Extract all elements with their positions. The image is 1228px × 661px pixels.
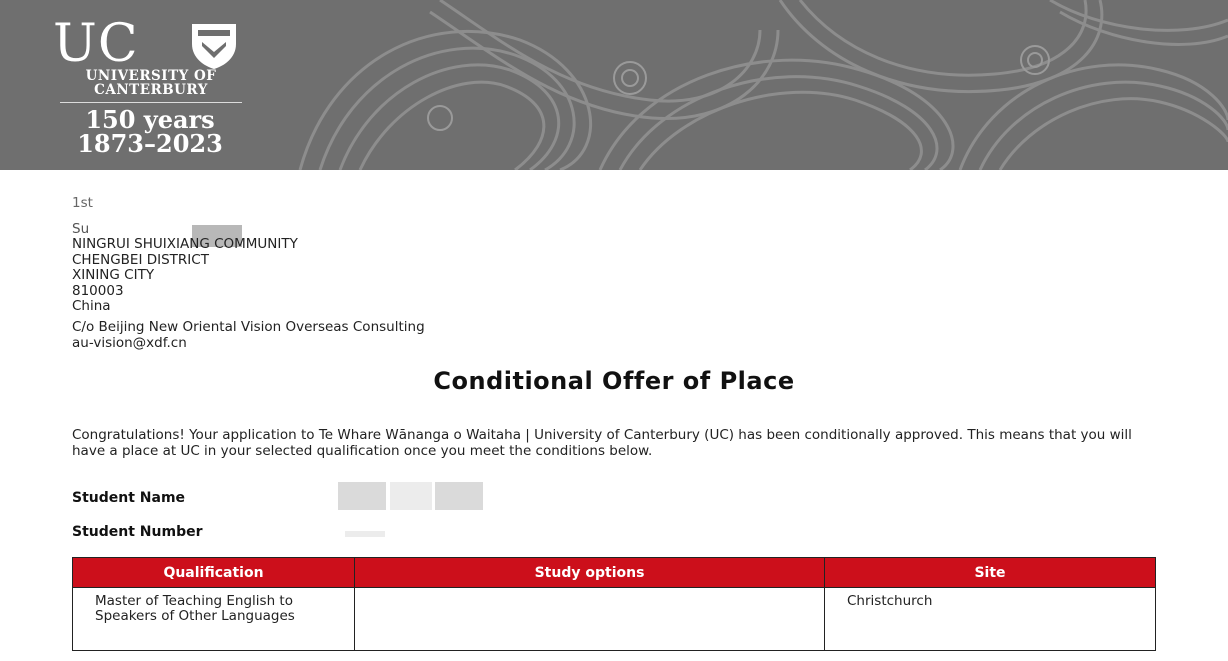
student-number-label: Student Number [72,524,203,540]
logo-initials: UC [53,14,139,74]
redaction-block [435,482,483,510]
agent-email: au-vision@xdf.cn [72,334,187,351]
address-line: China [72,298,111,314]
intro-paragraph: Congratulations! Your application to Te Whare Wānanga o Waitaha | University of Canterbury (UC) has been conditionally approved. This means that you will have a place at UC in your selected qualification once you meet the conditions below. [72,427,1132,459]
column-header-study-options: Study options [355,558,825,588]
letter-date: 1st [72,195,93,211]
university-logo [48,14,248,164]
qualification-cell: Master of Teaching English to Speakers of Other Languages [73,588,355,651]
student-name-label: Student Name [72,490,186,506]
university-crest-icon [188,22,240,70]
recipient-name: Su [72,221,90,237]
address-line: XINING CITY [72,267,155,283]
agent-line: C/o Beijing New Oriental Vision Overseas Consulting [72,319,425,335]
redaction-block [390,482,432,510]
logo-divider [60,102,242,103]
table-header-row [73,558,1156,588]
logo-name: UNIVERSITY OF CANTERBURY [85,68,217,98]
page-title: Conditional Offer of Place [433,367,795,395]
redaction-block [338,482,386,510]
column-header-site: Site [825,558,1156,588]
site-cell: Christchurch [825,588,1156,651]
qualification-table [72,557,1156,651]
address-line: NINGRUI SHUIXIANG COMMUNITY [72,236,298,252]
column-header-qualification: Qualification [73,558,355,588]
table-row [73,588,1156,651]
redaction-block [345,531,385,537]
anniversary-text: 150 years 1873–2023 [77,105,223,158]
study-options-cell [355,588,825,651]
address-line: 810003 [72,282,124,299]
header-banner [0,0,1228,170]
address-line: CHENGBEI DISTRICT [72,251,209,268]
